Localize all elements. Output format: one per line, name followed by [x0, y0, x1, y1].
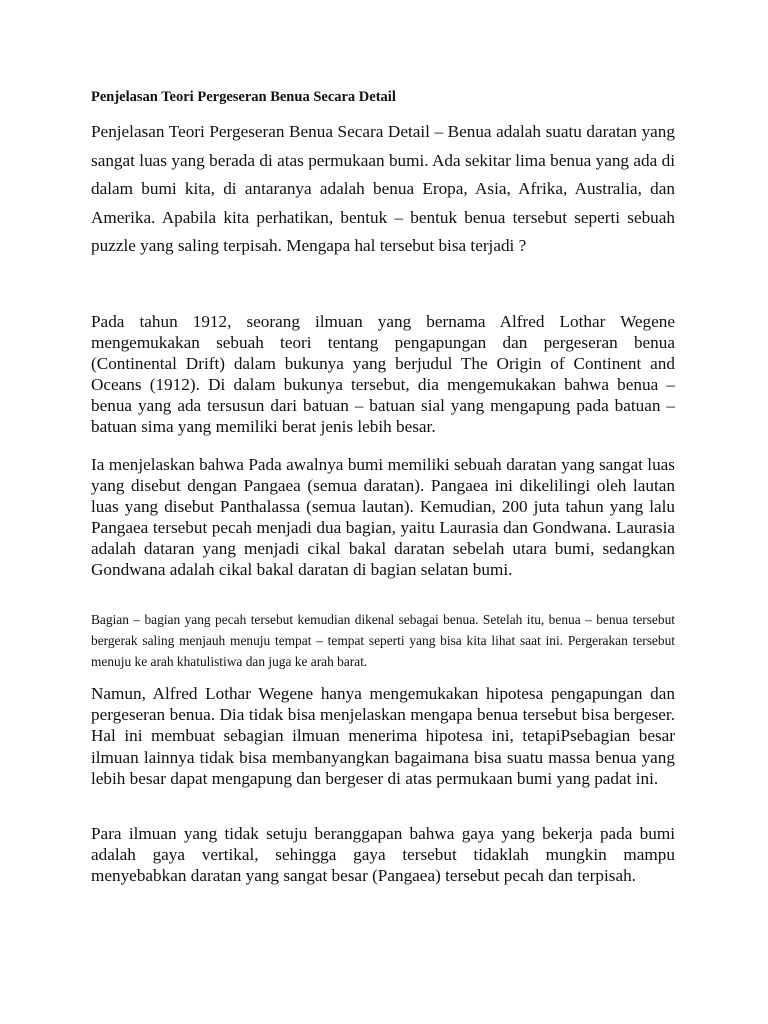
paragraph-continent-movement: Bagian – bagian yang pecah tersebut kemudian dikenal sebagai benua. Setelah itu, benua – benua tersebut bergerak saling menjauh menuju tempat – tempat seperti yang bisa kita lihat saat ini. Pergerakan tersebut menuju ke arah khatulistiwa dan juga ke arah barat. — [91, 612, 675, 669]
paragraph-intro: Penjelasan Teori Pergeseran Benua Secara Detail – Benua adalah suatu daratan yang sangat luas yang berada di atas permukaan bumi. Ada sekitar lima benua yang ada di dalam bumi kita, di antaranya adalah benua Eropa, Asia, Afrika, Australia, dan Amerika. Apabila kita perhatikan, bentuk – bentuk benua tersebut seperti sebuah puzzle yang saling terpisah. Mengapa hal tersebut bisa terjadi ? — [91, 122, 675, 255]
paragraph-pangaea: Ia menjelaskan bahwa Pada awalnya bumi memiliki sebuah daratan yang sangat luas yang disebut dengan Pangaea (semua daratan). Pangaea ini dikelilingi oleh lautan luas yang disebut Panthalassa (semua lautan). Kemudian, 200 juta tahun yang lalu Pangaea tersebut pecah menjadi dua bagian, yaitu Laurasia dan Gondwana. Laurasia adalah dataran yang menjadi cikal bakal daratan sebelah utara bumi, sedangkan Gondwana adalah cikal bakal daratan di bagian selatan bumi. — [91, 455, 675, 579]
paragraph-wegener-theory: Pada tahun 1912, seorang ilmuan yang bernama Alfred Lothar Wegene mengemukakan sebuah teori tentang pengapungan dan pergeseran benua (Continental Drift) dalam bukunya yang berjudul The Origin of Continent and Oceans (1912). Di dalam bukunya tersebut, dia mengemukakan bahwa benua – benua yang ada tersusun dari batuan – batuan sial yang mengapung pada batuan – batuan sima yang memiliki berat jenis lebih besar. — [91, 312, 675, 436]
paragraph-hypothesis: Namun, Alfred Lothar Wegene hanya mengemukakan hipotesa pengapungan dan pergeseran benua. Dia tidak bisa menjelaskan mengapa benua tersebut bisa bergeser. Hal ini membuat sebagian ilmuan menerima hipotesa ini, tetapiPsebagian besar ilmuan lainnya tidak bisa membanyangkan bagaimana bisa suatu massa benua yang lebih besar dapat mengapung dan bergeser di atas permukaan bumi yang padat ini. — [91, 684, 675, 788]
document-title: Penjelasan Teori Pergeseran Benua Secara Detail — [91, 89, 396, 105]
paragraph-objection: Para ilmuan yang tidak setuju beranggapan bahwa gaya yang bekerja pada bumi adalah gaya vertikal, sehingga gaya tersebut tidaklah mungkin mampu menyebabkan daratan yang sangat besar (Pangaea) tersebut pecah dan terpisah. — [91, 824, 675, 886]
